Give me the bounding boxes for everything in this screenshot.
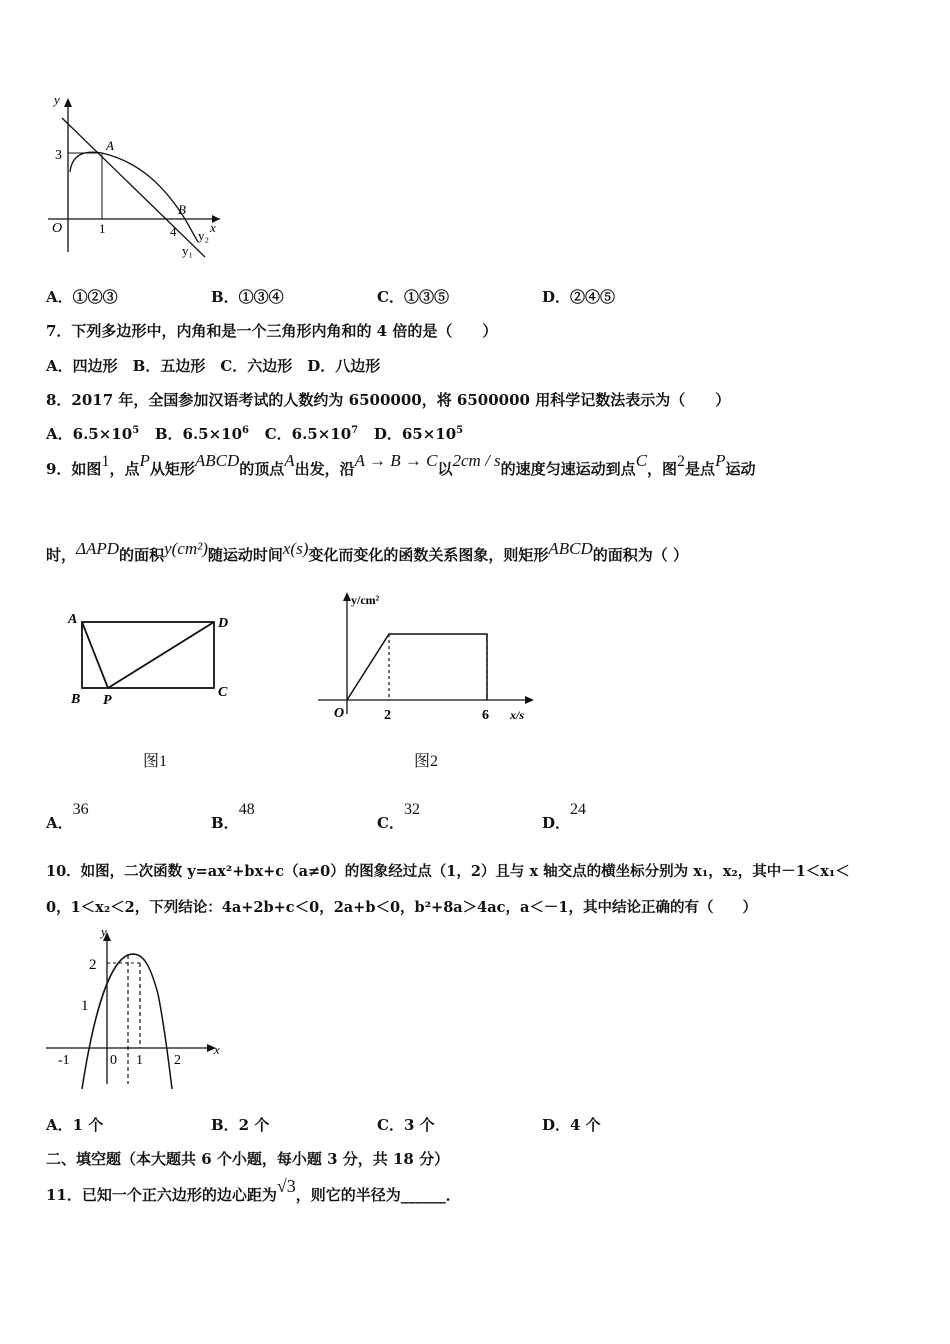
q9-line1 [46, 451, 906, 479]
q8-option-a[interactable]: A．6.5×10 [46, 425, 133, 443]
curve-y2 [70, 152, 198, 242]
q10-option-b[interactable]: B．2 个 [211, 1116, 270, 1134]
segment-pd [108, 622, 214, 688]
q10-line1: 10．如图，二次函数 y=ax²+bx+c（a≠0）的图象经过点（1，2）且与 x 轴交点的横坐标分别为 x₁，x₂，其中－1＜x₁＜ [46, 863, 850, 880]
q9-line2 [46, 539, 688, 565]
q7-stem: 7．下列多边形中，内角和是一个三角形内角和的 4 倍的是（ ） [46, 322, 498, 340]
label-c: C [218, 685, 228, 700]
origin-label: O [52, 221, 63, 236]
label-b: B [71, 692, 81, 707]
q9-option-a[interactable] [46, 801, 89, 833]
q9-rect-abcd: ABCD [194, 451, 240, 470]
q10-figure [42, 924, 232, 1094]
q9-figure-1-caption: 图1 [143, 753, 168, 770]
q11-text: 11．已知一个正六边形的边心距为 [46, 1186, 277, 1204]
q6-option-a[interactable]: A．①②③ [46, 288, 118, 306]
q9-text: 随运动时间 [207, 546, 283, 564]
q11-sqrt3: √3 [276, 1176, 296, 1196]
q9-point-p: P [139, 451, 150, 470]
q7-options[interactable]: A．四边形 B．五边形 C．六边形 D．八边形 [46, 357, 381, 375]
q9-rect-abcd: ABCD [548, 539, 593, 558]
q11-line [46, 1176, 461, 1205]
q9-figure-2-caption: 图2 [414, 753, 439, 770]
tick-y-2: 2 [89, 957, 97, 973]
y-label: y [101, 924, 107, 939]
q8-option-c-exp: 7 [351, 425, 359, 436]
x-label: x [214, 1042, 220, 1057]
y1-label: y₁ [182, 243, 194, 258]
x-label: x [210, 220, 216, 235]
q6-option-b[interactable]: B．①③④ [211, 288, 284, 306]
y-label: y [54, 92, 60, 107]
segment-ap [82, 622, 108, 688]
tick-1: 1 [99, 221, 106, 236]
q8-option-c[interactable]: C．6.5×10 [264, 425, 352, 443]
tick-6: 6 [482, 708, 489, 723]
q8-options[interactable] [46, 423, 463, 444]
q9-option-b[interactable] [211, 801, 255, 833]
q9-text: 9．如图 [46, 460, 102, 478]
q9-text: ，图 [647, 460, 678, 478]
q9-text: 从矩形 [149, 460, 195, 478]
tick-x-0: 0 [110, 1053, 117, 1068]
parabola [82, 954, 172, 1089]
q9-point-p: P [715, 451, 726, 470]
point-b-label: B [178, 202, 186, 217]
q9-text: 的速度匀速运动到点 [500, 460, 636, 478]
q8-option-d-exp: 5 [456, 425, 464, 436]
area-graph [347, 634, 487, 700]
q9-figure-1 [62, 605, 242, 715]
q9-option-c-value: 32 [403, 801, 420, 818]
q9-option-d-value: 24 [570, 801, 587, 818]
q9-point-c: C [635, 451, 648, 470]
q10-option-d[interactable]: D．4 个 [542, 1116, 601, 1134]
line-y1 [62, 118, 205, 257]
label-a: A [68, 612, 78, 627]
q11-text: ，则它的半径为______． [295, 1186, 461, 1204]
q8-option-d[interactable]: D．65×10 [373, 425, 457, 443]
tick-x-m1: -1 [58, 1053, 70, 1068]
q10-option-c[interactable]: C．3 个 [377, 1116, 435, 1134]
section-2-heading: 二、填空题（本大题共 6 个小题，每小题 3 分，共 18 分） [46, 1150, 450, 1168]
y-axis-label: y/cm² [351, 593, 380, 607]
tick-2: 2 [384, 708, 391, 723]
x-axis-label: x/s [510, 708, 525, 722]
q9-text: 的面积 [119, 546, 165, 564]
tick-4: 4 [170, 224, 177, 239]
q9-fig2-ref: 2 [677, 453, 686, 470]
tick-x-2: 2 [174, 1053, 181, 1068]
q9-option-b-value: 48 [238, 801, 255, 818]
q9-text: 的面积为（ ） [592, 546, 688, 564]
label-d: D [218, 616, 229, 631]
q6-option-d[interactable]: D．②④⑤ [542, 288, 616, 306]
q9-point-a: A [284, 451, 295, 470]
q9-text: ，点 [109, 460, 140, 478]
q9-option-a-value: 36 [72, 801, 89, 818]
q9-text: 运动 [725, 460, 756, 478]
q9-option-d-label: D． [542, 814, 571, 832]
q8-option-b[interactable]: B．6.5×10 [154, 425, 243, 443]
q8-option-b-exp: 6 [242, 425, 250, 436]
y2-label: y₂ [198, 228, 210, 243]
point-a-label: A [106, 138, 114, 153]
q9-figure-2 [312, 588, 542, 728]
q9-y-unit: y(cm²) [164, 539, 208, 558]
q9-text: 出发，沿 [294, 460, 355, 478]
q10-option-a[interactable]: A．1 个 [46, 1116, 104, 1134]
q9-option-c[interactable] [377, 801, 420, 833]
y-axis-arrow [64, 98, 72, 107]
q9-text: 的顶点 [239, 460, 285, 478]
origin-label: O [334, 706, 345, 721]
q9-option-a-label: A． [46, 814, 73, 832]
q9-speed: 2cm / s [452, 451, 501, 470]
y-axis-arrow [343, 592, 351, 601]
q6-option-c[interactable]: C．①③⑤ [377, 288, 449, 306]
q10-line2: 0，1＜x₂＜2，下列结论：4a+2b+c＜0，2a+b＜0，b²+8a＞4ac，a＜－1，其中结论正确的有（ ） [46, 899, 757, 916]
q9-option-c-label: C． [377, 814, 404, 832]
q9-triangle-apd: ΔAPD [76, 539, 120, 558]
q9-text: 以 [437, 460, 453, 478]
q9-fig1-ref: 1 [101, 453, 110, 470]
q8-option-a-exp: 5 [132, 425, 140, 436]
q9-path: A → B → C [354, 451, 438, 470]
rectangle-abcd [82, 622, 214, 688]
tick-y-1: 1 [81, 998, 89, 1014]
q9-text: 变化而变化的函数关系图象，则矩形 [308, 546, 549, 564]
label-p: P [103, 693, 112, 708]
tick-3: 3 [55, 148, 62, 163]
q6-figure [40, 92, 230, 262]
x-axis-arrow [525, 696, 534, 704]
tick-x-1: 1 [136, 1053, 143, 1068]
q9-x-unit: x(s) [282, 539, 309, 558]
q8-stem: 8．2017 年，全国参加汉语考试的人数约为 6500000，将 6500000 用科学记数法表示为（ ） [46, 391, 731, 409]
q9-option-b-label: B． [211, 814, 239, 832]
q9-text: 是点 [685, 460, 716, 478]
q9-option-d[interactable] [542, 801, 587, 833]
q9-text: 时， [46, 546, 77, 564]
